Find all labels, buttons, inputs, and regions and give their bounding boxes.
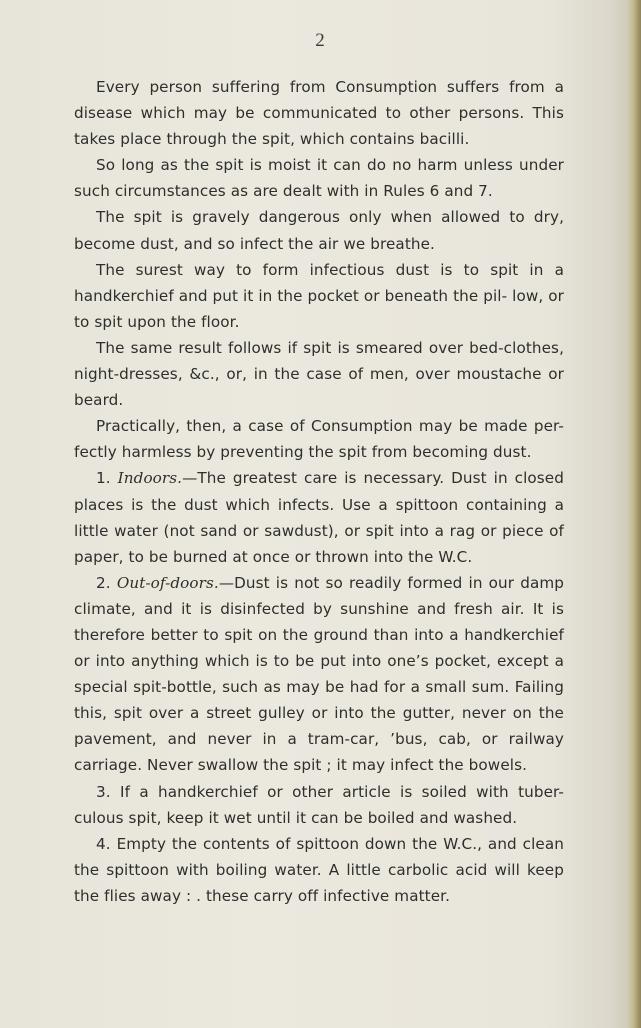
paragraph-infectious-dust: [74, 257, 564, 335]
rule-number: 3.: [96, 782, 111, 801]
paragraph-text: The same result follows if spit is smeared over bed-clothes, night-dresses, &c., or, in the case of men, over moustache or beard.: [74, 338, 564, 410]
paragraph-text: Empty the contents of spittoon down the W.C., and clean the spittoon with boiling water. A little carbolic acid will keep the flies away : . these carry off infective matter.: [74, 834, 564, 905]
paragraph-text: —The greatest care is necessary. Dust in closed places is the dust which infects. Use a spittoon containing a little water (not sand or sawdust), or spit into a rag or piece of paper, to be burned at once or thrown into the W.C.: [74, 469, 564, 566]
rule-heading: Indoors.: [117, 469, 183, 488]
paragraph-text: Practically, then, a case of Consumption may be made per- fectly harmless by preventing the spit from becoming dust.: [74, 417, 564, 462]
rule-2-out-of-doors: [74, 570, 564, 779]
rule-number: 1.: [96, 469, 111, 488]
rule-3-handkerchief: [74, 779, 564, 831]
paragraph-intro: [74, 74, 564, 152]
paragraph-text: —Dust is not so readily formed in our damp climate, and it is disinfected by sunshine and fresh air. It is therefore better to spit on the ground than into a handkerchief or into anything which is to be put into one’s pocket, except a special spit-bottle, such as may be had for a small sum. Failing this, spit over a street gulley or into the gutter, never on the pavement, and never in a tram-car, ’bus, cab, or railway carriage. Never swallow the spit ; it may infect the bowels.: [74, 573, 564, 775]
page-number: 2: [315, 30, 325, 51]
rule-number: 2.: [96, 573, 111, 592]
rule-4-spittoon: [74, 831, 564, 909]
paragraph-same-result: [74, 335, 564, 413]
paragraph-text: The spit is gravely dangerous only when allowed to dry, become dust, and so infect the air we breathe.: [74, 208, 564, 253]
paragraph-text: So long as the spit is moist it can do no harm unless under such circumstances as are dealt with in Rules 6 and 7.: [74, 156, 564, 201]
paragraph-text: Every person suffering from Consumption suffers from a disease which may be communicated to other persons. This takes place through the spit, which contains bacilli.: [74, 78, 564, 149]
rule-heading: Out-of-doors.: [116, 573, 219, 592]
rule-1-indoors: [74, 465, 564, 569]
paragraph-dry-spit: [74, 204, 564, 256]
paragraph-text: If a handkerchief or other article is soiled with tuber- culous spit, keep it wet until it can be boiled and washed.: [74, 782, 564, 827]
paragraph-moist-spit: [74, 152, 564, 204]
page-edge-shadow: [627, 0, 641, 1028]
paragraph-text: The surest way to form infectious dust is to spit in a handkerchief and put it in the pocket or beneath the pil- low, or to spit upon the floor.: [74, 260, 564, 331]
rule-number: 4.: [96, 834, 111, 853]
body-text: [74, 74, 564, 909]
paragraph-practically: [74, 413, 564, 465]
